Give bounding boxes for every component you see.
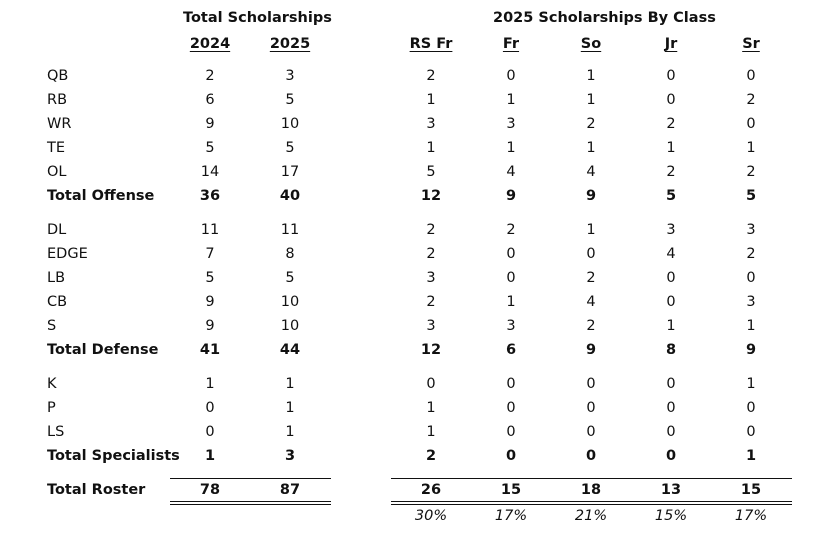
cell-class-2: 0 bbox=[586, 246, 596, 262]
cell-class-2: 9 bbox=[585, 342, 597, 358]
cell-class-2: 0 bbox=[586, 424, 596, 440]
row-label: QB bbox=[47, 68, 69, 84]
cell-2024: 9 bbox=[205, 318, 215, 334]
row-label: DL bbox=[47, 222, 67, 238]
total-roster-fr: 15 bbox=[500, 482, 522, 498]
cell-class-1: 0 bbox=[505, 448, 517, 464]
cell-class-4: 0 bbox=[746, 424, 756, 440]
cell-2024: 9 bbox=[205, 116, 215, 132]
row-label: Total Defense bbox=[47, 342, 159, 358]
pct-sr: 17% bbox=[734, 508, 768, 524]
cell-class-1: 0 bbox=[506, 424, 516, 440]
cell-class-4: 2 bbox=[746, 92, 756, 108]
cell-class-1: 9 bbox=[505, 188, 517, 204]
total-roster-rsfr: 26 bbox=[420, 482, 442, 498]
cell-class-4: 1 bbox=[746, 376, 756, 392]
cell-class-0: 1 bbox=[426, 92, 436, 108]
cell-class-1: 2 bbox=[506, 222, 516, 238]
cell-class-0: 1 bbox=[426, 400, 436, 416]
cell-class-3: 0 bbox=[666, 400, 676, 416]
cell-class-0: 2 bbox=[425, 448, 437, 464]
cell-2025: 5 bbox=[285, 92, 295, 108]
total-roster-so: 18 bbox=[580, 482, 602, 498]
row-label: P bbox=[47, 400, 56, 416]
cell-2025: 11 bbox=[280, 222, 300, 238]
cell-class-3: 0 bbox=[666, 68, 676, 84]
col-header-rsfr: RS Fr bbox=[409, 36, 453, 52]
total-roster-sr: 15 bbox=[740, 482, 762, 498]
row-label: S bbox=[47, 318, 57, 334]
roster-double-rule-right bbox=[391, 501, 792, 505]
cell-class-1: 4 bbox=[506, 164, 516, 180]
cell-class-0: 3 bbox=[426, 270, 436, 286]
cell-2025: 3 bbox=[285, 68, 295, 84]
row-label: WR bbox=[47, 116, 72, 132]
col-header-fr: Fr bbox=[502, 36, 520, 52]
cell-class-3: 5 bbox=[665, 188, 677, 204]
cell-2025: 3 bbox=[284, 448, 296, 464]
cell-class-2: 4 bbox=[586, 294, 596, 310]
row-label: EDGE bbox=[47, 246, 88, 262]
row-label: Total Offense bbox=[47, 188, 155, 204]
col-header-so: So bbox=[580, 36, 602, 52]
cell-class-1: 0 bbox=[506, 376, 516, 392]
cell-class-3: 0 bbox=[666, 92, 676, 108]
cell-2025: 5 bbox=[285, 140, 295, 156]
cell-class-4: 2 bbox=[746, 246, 756, 262]
row-label: OL bbox=[47, 164, 67, 180]
cell-2024: 5 bbox=[205, 140, 215, 156]
cell-class-1: 6 bbox=[505, 342, 517, 358]
cell-class-3: 0 bbox=[666, 376, 676, 392]
row-label: Total Specialists bbox=[47, 448, 180, 464]
cell-class-2: 1 bbox=[586, 68, 596, 84]
cell-2024: 1 bbox=[205, 376, 215, 392]
cell-class-0: 12 bbox=[420, 188, 442, 204]
cell-class-1: 3 bbox=[506, 318, 516, 334]
cell-2025: 10 bbox=[280, 116, 300, 132]
cell-2025: 17 bbox=[280, 164, 300, 180]
cell-class-4: 5 bbox=[745, 188, 757, 204]
cell-class-2: 1 bbox=[586, 92, 596, 108]
roster-top-rule-right bbox=[391, 478, 792, 479]
col-header-2025: 2025 bbox=[269, 36, 311, 52]
roster-top-rule-left bbox=[170, 478, 331, 479]
cell-2024: 2 bbox=[205, 68, 215, 84]
row-label: TE bbox=[47, 140, 66, 156]
cell-2024: 0 bbox=[205, 424, 215, 440]
cell-class-0: 2 bbox=[426, 68, 436, 84]
cell-2024: 0 bbox=[205, 400, 215, 416]
class-scholarships-title: 2025 Scholarships By Class bbox=[493, 10, 716, 26]
cell-2025: 8 bbox=[285, 246, 295, 262]
cell-class-4: 1 bbox=[746, 140, 756, 156]
row-label: LS bbox=[47, 424, 65, 440]
cell-class-4: 2 bbox=[746, 164, 756, 180]
row-label: K bbox=[47, 376, 57, 392]
cell-class-1: 1 bbox=[506, 294, 516, 310]
cell-class-3: 0 bbox=[666, 294, 676, 310]
row-label: LB bbox=[47, 270, 66, 286]
cell-class-2: 9 bbox=[585, 188, 597, 204]
cell-2024: 6 bbox=[205, 92, 215, 108]
pct-rsfr: 30% bbox=[414, 508, 448, 524]
cell-2024: 36 bbox=[199, 188, 221, 204]
cell-class-1: 0 bbox=[506, 68, 516, 84]
cell-class-3: 0 bbox=[665, 448, 677, 464]
cell-class-4: 3 bbox=[746, 222, 756, 238]
cell-class-0: 2 bbox=[426, 246, 436, 262]
cell-class-3: 1 bbox=[666, 140, 676, 156]
cell-class-1: 0 bbox=[506, 400, 516, 416]
cell-2024: 9 bbox=[205, 294, 215, 310]
cell-class-1: 0 bbox=[506, 270, 516, 286]
cell-class-0: 3 bbox=[426, 318, 436, 334]
pct-fr: 17% bbox=[494, 508, 528, 524]
cell-2025: 10 bbox=[280, 318, 300, 334]
cell-class-2: 2 bbox=[586, 270, 596, 286]
cell-2025: 10 bbox=[280, 294, 300, 310]
cell-class-3: 1 bbox=[666, 318, 676, 334]
cell-2024: 5 bbox=[205, 270, 215, 286]
cell-class-4: 1 bbox=[745, 448, 757, 464]
cell-class-0: 12 bbox=[420, 342, 442, 358]
col-header-2024: 2024 bbox=[189, 36, 231, 52]
cell-class-1: 0 bbox=[506, 246, 516, 262]
cell-class-3: 2 bbox=[666, 116, 676, 132]
cell-2024: 7 bbox=[205, 246, 215, 262]
cell-2025: 1 bbox=[285, 400, 295, 416]
cell-class-1: 1 bbox=[506, 140, 516, 156]
cell-2024: 14 bbox=[200, 164, 220, 180]
cell-2025: 5 bbox=[285, 270, 295, 286]
cell-class-3: 4 bbox=[666, 246, 676, 262]
cell-class-4: 0 bbox=[746, 116, 756, 132]
pct-so: 21% bbox=[574, 508, 608, 524]
cell-class-4: 1 bbox=[746, 318, 756, 334]
total-roster-jr: 13 bbox=[660, 482, 682, 498]
cell-class-3: 8 bbox=[665, 342, 677, 358]
cell-2025: 1 bbox=[285, 376, 295, 392]
cell-class-2: 0 bbox=[586, 376, 596, 392]
total-roster-label: Total Roster bbox=[47, 482, 146, 498]
cell-class-2: 1 bbox=[586, 222, 596, 238]
cell-class-0: 0 bbox=[426, 376, 436, 392]
cell-class-0: 2 bbox=[426, 294, 436, 310]
cell-class-0: 5 bbox=[426, 164, 436, 180]
cell-class-3: 2 bbox=[666, 164, 676, 180]
cell-class-4: 0 bbox=[746, 400, 756, 416]
cell-2024: 1 bbox=[204, 448, 216, 464]
cell-class-1: 3 bbox=[506, 116, 516, 132]
cell-class-3: 0 bbox=[666, 270, 676, 286]
row-label: RB bbox=[47, 92, 68, 108]
col-header-sr: Sr bbox=[742, 36, 760, 52]
cell-class-0: 3 bbox=[426, 116, 436, 132]
cell-class-0: 2 bbox=[426, 222, 436, 238]
total-scholarships-title: Total Scholarships bbox=[183, 10, 332, 26]
cell-class-2: 2 bbox=[586, 318, 596, 334]
cell-class-1: 1 bbox=[506, 92, 516, 108]
pct-jr: 15% bbox=[654, 508, 688, 524]
cell-class-0: 1 bbox=[426, 424, 436, 440]
row-label: CB bbox=[47, 294, 68, 310]
cell-2025: 44 bbox=[279, 342, 301, 358]
cell-class-2: 4 bbox=[586, 164, 596, 180]
cell-class-3: 0 bbox=[666, 424, 676, 440]
cell-class-0: 1 bbox=[426, 140, 436, 156]
cell-class-3: 3 bbox=[666, 222, 676, 238]
cell-class-2: 0 bbox=[585, 448, 597, 464]
total-roster-2024: 78 bbox=[199, 482, 221, 498]
cell-class-2: 1 bbox=[586, 140, 596, 156]
cell-2025: 1 bbox=[285, 424, 295, 440]
cell-class-4: 3 bbox=[746, 294, 756, 310]
cell-2024: 11 bbox=[200, 222, 220, 238]
cell-class-4: 9 bbox=[745, 342, 757, 358]
roster-double-rule-left bbox=[170, 501, 331, 505]
cell-class-2: 2 bbox=[586, 116, 596, 132]
cell-class-4: 0 bbox=[746, 270, 756, 286]
cell-2024: 41 bbox=[199, 342, 221, 358]
cell-class-4: 0 bbox=[746, 68, 756, 84]
cell-class-2: 0 bbox=[586, 400, 596, 416]
cell-2025: 40 bbox=[279, 188, 301, 204]
total-roster-2025: 87 bbox=[279, 482, 301, 498]
col-header-jr: Jr bbox=[664, 36, 678, 52]
